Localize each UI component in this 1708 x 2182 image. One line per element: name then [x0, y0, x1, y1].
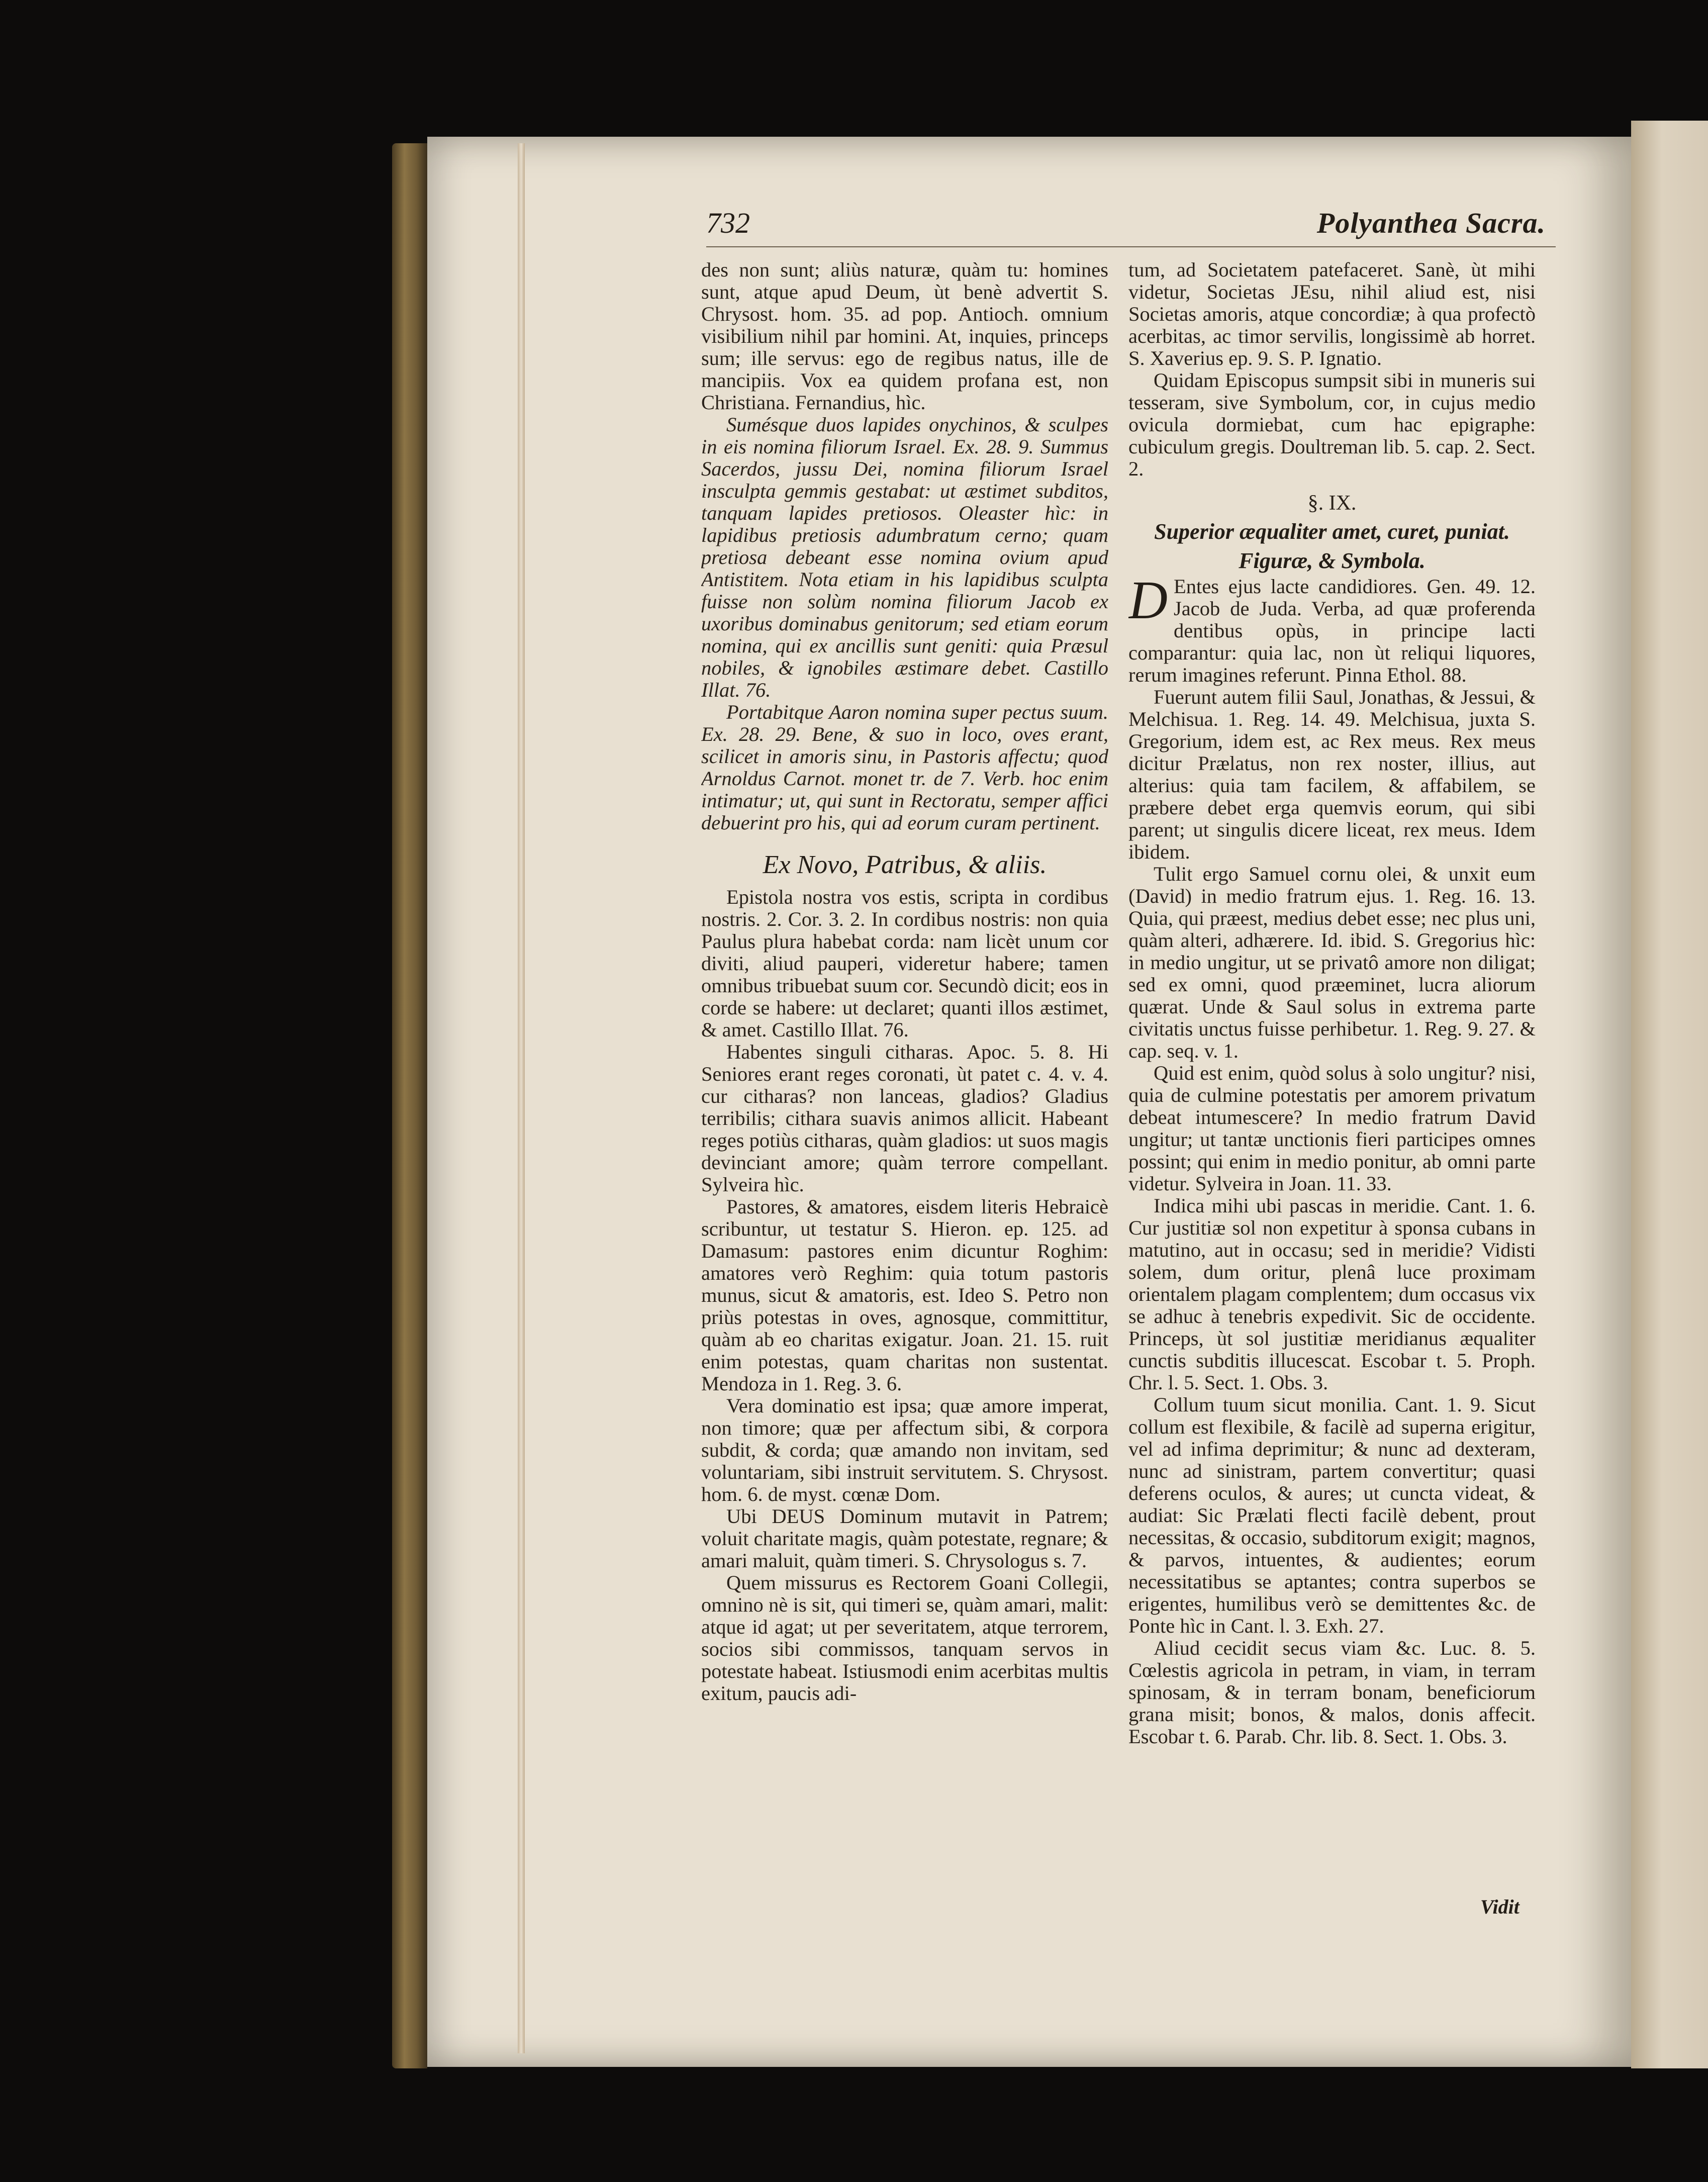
section-number: §. IX. [1307, 492, 1357, 515]
section-title: Superior æqualiter amet, curet, puniat. Figuræ, & Symbola. [1154, 519, 1510, 573]
drop-cap: D [1128, 571, 1168, 630]
paragraph: Epistola nostra vos estis, scripta in cordibus nostris. 2. Cor. 3. 2. In cordibus nostris: non quia Paulus plura habebat corda: nam licèt unum cor diviti, aliud pauperi, videretur habere; tamen omnibus tribuebat suum cor. Secundò dicit; eos in corde se habere: ut declaret; quanti illos æstimet, & amet. Castillo Illat. 76. [701, 886, 1108, 1041]
paragraph: Habentes singuli citharas. Apoc. 5. 8. Hi Seniores erant reges coronati, ùt patet c. 4. v. 4. cur citharas? non lanceas, gladios? Gladius terribilis; cithara suavis animos allicit. Habeant reges potiùs citharas, quàm gladios: ut suos magis devinciant amore; quàm terrore compellant. Sylveira hìc. [701, 1040, 1108, 1196]
page-leaf-edge [518, 143, 525, 2053]
catchword: Vidit [1480, 1895, 1520, 1918]
paragraph: tum, ad Societatem patefaceret. Sanè, ùt mihi videtur, Societas JEsu, nihil aliud est, nisi Societas amoris, atque concordiæ; à qua profectò acerbitas, ac timor servilis, longissimè ab horret. S. Xaverius ep. 9. S. P. Ignatio. [1128, 259, 1536, 369]
paragraph: Collum tuum sicut monilia. Cant. 1. 9. Sicut collum est flexibile, & facilè ad superna erigitur, vel ad infima deprimitur; & nunc ad dexteram, nunc ad sinistram, partem convertitur; quasi deferens oculos, & aures; ut cuncta videat, & audiat: Sic Prælati flecti facilè debent, prout necessitas, & occasio, subditorum exigit; magnos, & parvos, intuentes, & audientes; eorum necessitatibus se aptantes; contra superbos se erigentes, humilibus verò se demittentes &c. de Ponte hìc in Cant. l. 3. Exh. 27. [1128, 1393, 1536, 1637]
running-header [706, 206, 1556, 247]
paragraph [1128, 571, 1536, 686]
page-number: 732 [706, 207, 750, 239]
paragraph: Sumésque duos lapides onychinos, & sculpes in eis nomina filiorum Israel. Ex. 28. 9. Summus Sacerdos, jussu Dei, nomina filiorum Israel insculpta gemmis gestabat: ut æstimet subditos, tanquam lapides pretiosos. Oleaster hìc: in lapidibus pretiosis adumbratum cerno; quam pretiosa debeant esse nomina ovium apud Antistitem. Nota etiam in his lapidibus sculpta fuisse non solùm nomina filiorum Jacob ex uxoribus dominabus genitorum; sed etiam eorum nomina, qui ex ancillis sunt geniti: quia Præsul nobiles, & ignobiles æstimare debet. Castillo Illat. 76. [701, 413, 1108, 701]
paragraph-text: Entes ejus lacte candidiores. Gen. 49. 12. Jacob de Juda. Verba, ad quæ proferenda dentibus opùs, in principe lacti comparantur: quia lac, non ùt reliqui liquores, rerum imagines referunt. Pinna Ethol. 88. [1128, 575, 1536, 686]
facing-page-edge [1631, 121, 1708, 2068]
paragraph: Fuerunt autem filii Saul, Jonathas, & Jessui, & Melchisua. 1. Reg. 14. 49. Melchisua, juxta S. Gregorium, idem est, ac Rex meus. Rex meus dicitur Prælatus, non rex noster, illius, aut alterius: quia tam facilem, & affabilem, se præbere debet erga quemvis eorum, qui sibi parent; ut singulis dicere liceat, rex meus. Idem ibidem. [1128, 686, 1536, 863]
right-column [1128, 259, 1536, 1918]
paragraph: Quem missurus es Rectorem Goani Collegii, omnino nè is sit, qui timeri se, quàm amari, malit: atque id agat; ut per severitatem, atque terrorem, socios sibi commissos, tanquam servos in potestate habeat. Istiusmodi enim acerbitas multis exitum, paucis adi- [701, 1571, 1108, 1704]
paragraph: Indica mihi ubi pascas in meridie. Cant. 1. 6. Cur justitiæ sol non expetitur à sponsa cubans in matutino, aut in occasu; sed in meridie? Vidisti solem, dum oritur, plenâ luce proximam orientalem plagam complentem; dum occasus vix se adhuc à tenebris expedivit. Sic de occidente. Princeps, ùt sol justitiæ meridianus æqualiter cunctis subditis illucescat. Escobar t. 5. Proph. Chr. l. 5. Sect. 1. Obs. 3. [1128, 1194, 1536, 1394]
running-title: Polyanthea Sacra. [1316, 207, 1546, 239]
paragraph: Quidam Episcopus sumpsit sibi in muneris sui tesseram, sive Symbolum, cor, in cujus medio ovicula dormiebat, cum hac epigraphe: cubiculum gregis. Doultreman lib. 5. cap. 2. Sect. 2. [1128, 369, 1536, 480]
paragraph: Vera dominatio est ipsa; quæ amore imperat, non timore; quæ per affectum sibi, & corpora subdit, & corda; quæ amando non invitam, sed voluntariam, sibi instruit servitutem. S. Chrysost. hom. 6. de myst. cœnæ Dom. [701, 1394, 1108, 1505]
paragraph: Aliud cecidit secus viam &c. Luc. 8. 5. Cœlestis agricola in petram, in viam, in terram spinosam, & in terram bonam, beneficiorum grana misit; bonos, & malos, donis affecit. Escobar t. 6. Parab. Chr. lib. 8. Sect. 1. Obs. 3. [1128, 1637, 1536, 1748]
left-column [701, 259, 1108, 1918]
paragraph: Tulit ergo Samuel cornu olei, & unxit eum (David) in medio fratrum ejus. 1. Reg. 16. 13. Quia, qui præest, medius debet esse; nec plus uni, quàm alteri, adhærere. Id. ibid. S. Gregorius hìc: in medio ungitur, ut se privatô amore non diligat; sed ex omni, quod præeminet, lucra aliorum quærat. Unde & Saul solus in extrema parte civitatis unctus fuisse perhibetur. 1. Reg. 9. 27. & cap. seq. v. 1. [1128, 863, 1536, 1062]
paragraph: Ubi DEUS Dominum mutavit in Patrem; voluit charitate magis, quàm potestate, regnare; & amari maluit, quàm timeri. S. Chrysologus s. 7. [701, 1505, 1108, 1572]
paragraph: Portabitque Aaron nomina super pectus suum. Ex. 28. 29. Bene, & suo in loco, oves erant, scilicet in amoris sinu, in Pastoris affectu; quod Arnoldus Carnot. monet tr. de 7. Verb. hoc enim intimatur; ut, qui sunt in Rectoratu, semper affici debuerint pro his, qui ad eorum curam pertinent. [701, 701, 1108, 834]
book-spine [392, 143, 427, 2068]
paragraph: des non sunt; aliùs naturæ, quàm tu: homines sunt, atque apud Deum, ùt benè advertit S. Chrysost. hom. 35. ad pop. Antioch. omnium visibilium nihil par homini. At, inquies, princeps sum; ille servus: ego de regibus natus, ille de mancipiis. Vox ea quidem profana est, non Christiana. Fernandius, hìc. [701, 259, 1108, 414]
section-heading: Ex Novo, Patribus, & aliis. [763, 850, 1047, 879]
paragraph: Quid est enim, quòd solus à solo ungitur? nisi, quia de culmine potestatis per amorem privatum debeat intumescere? In medio fratrum David ungitur; ut tantæ unctionis fieri participes omnes possint; qui enim in medio ponitur, ab omni parte videtur. Sylveira in Joan. 11. 33. [1128, 1062, 1536, 1195]
paragraph: Pastores, & amatores, eisdem literis Hebraicè scribuntur, ut testatur S. Hieron. ep. 125. ad Damasum: pastores enim dicuntur Roghim: amatores verò Reghim: quia totum pastoris munus, sicut & amatoris, est. Ideo S. Petro non priùs potestas in oves, agnosque, committitur, quàm ab eo charitas exigatur. Joan. 21. 15. ruit enim potestas, quam charitas non sustentat. Mendoza in 1. Reg. 3. 6. [701, 1195, 1108, 1395]
